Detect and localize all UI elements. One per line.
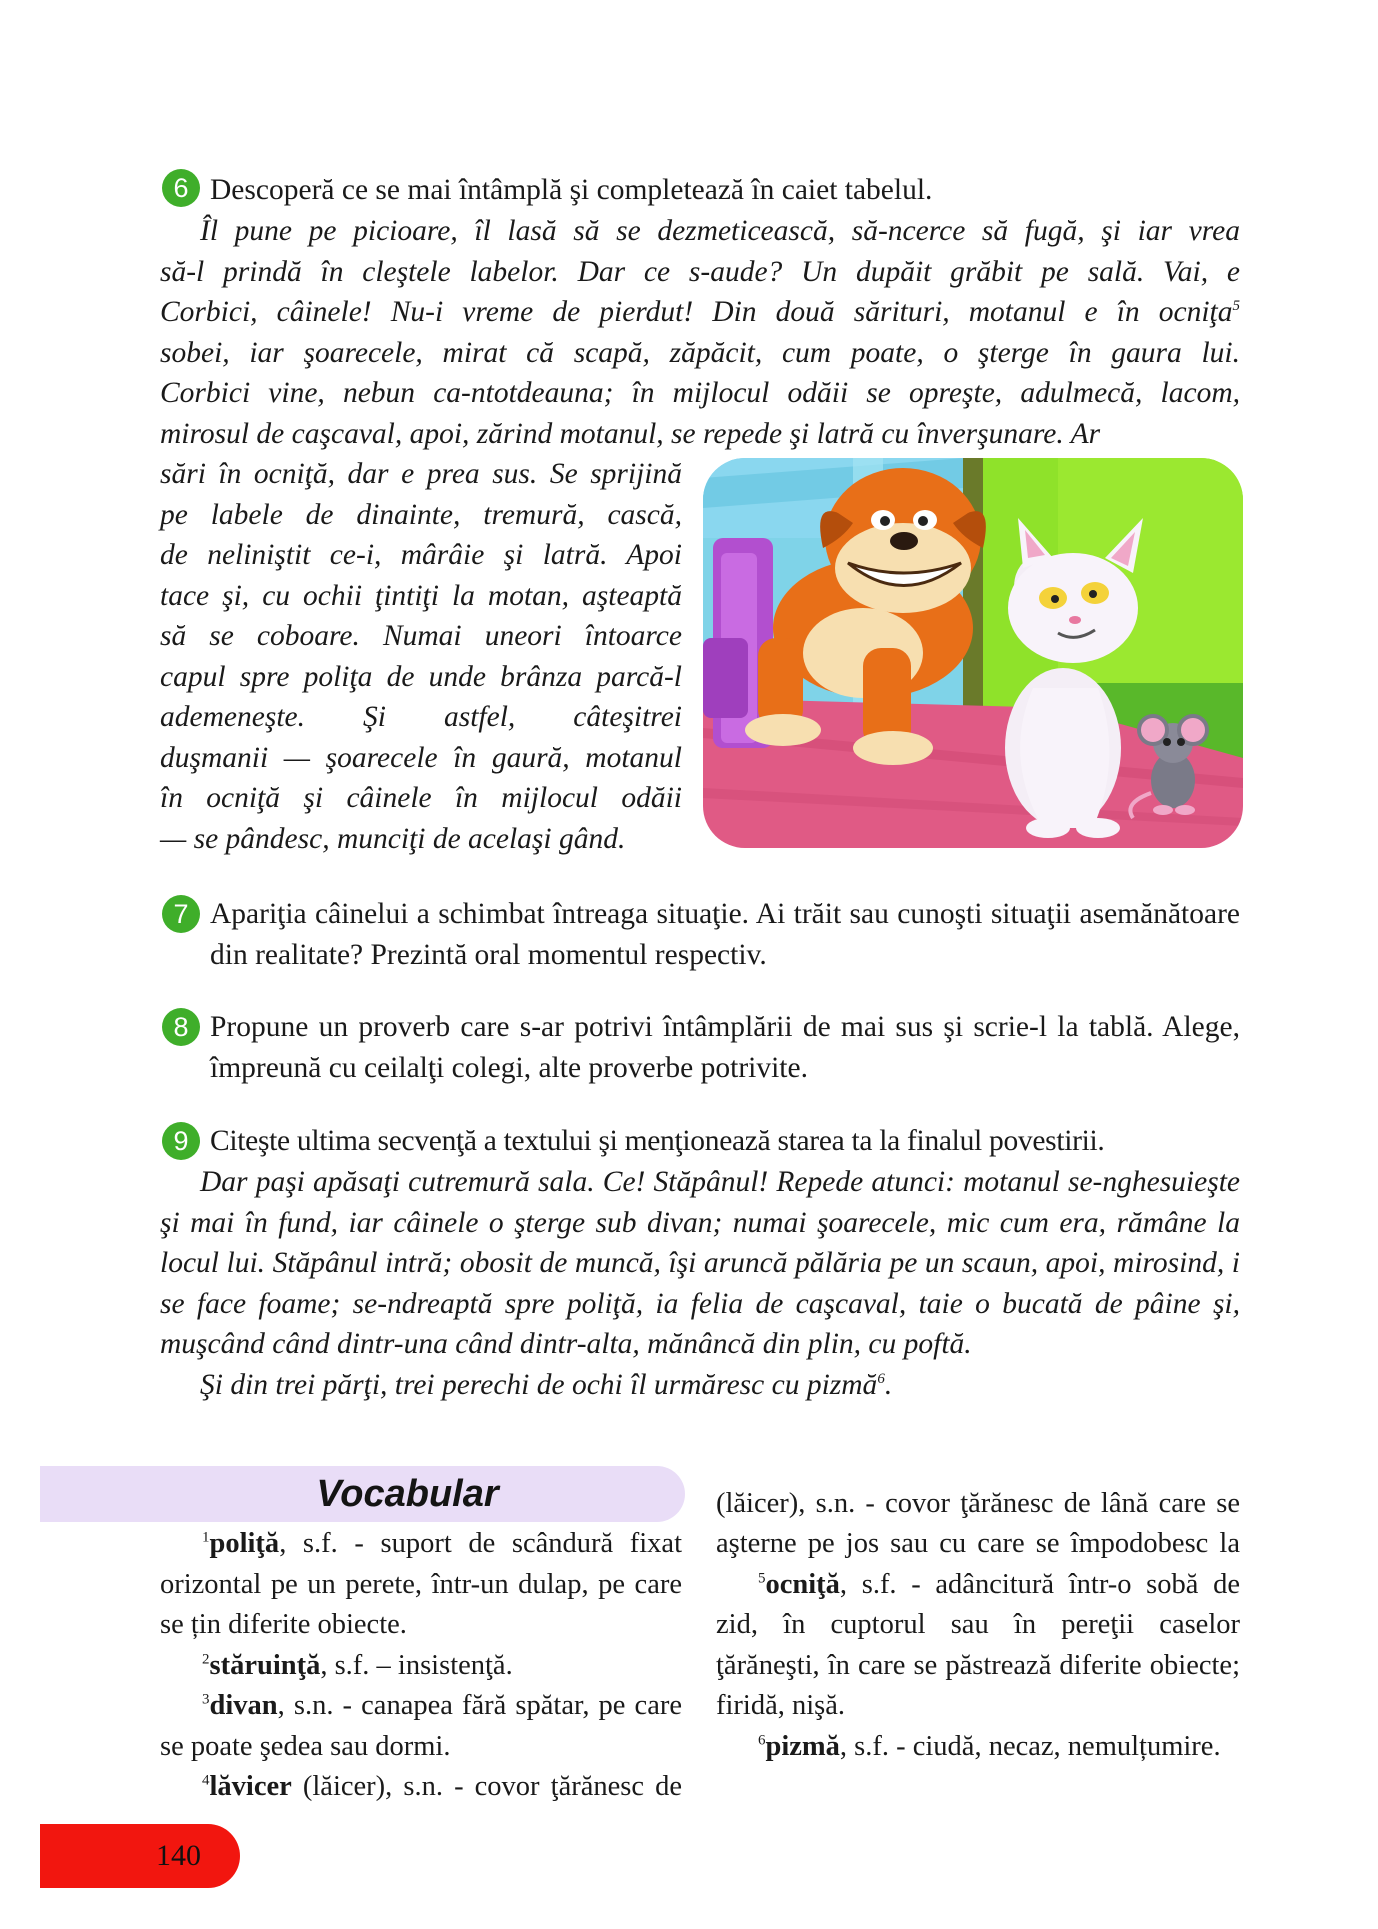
story-line: în ocniţă şi câinele în mijlocul odăii [160,782,682,814]
story-line-with-ref: Corbici, câinele! Nu-i vreme de pierdut! Din două sărituri, motanul e în ocniţa$^5$ [160,296,1240,328]
footnote-ref: 5 [1232,298,1240,315]
story-line: tace şi, cu ochii ţintiţi la motan, aşteaptă [160,579,682,612]
story-line: sobei, iar şoarecele, mirat că scapă, zăpăcit, cum poate, o şterge în gaura lui. [160,336,1240,369]
task6-story-narrow [160,454,682,859]
vocabulary-column-right [716,1487,1240,1767]
vocabulary-title: Vocabular [316,1473,499,1515]
task9-story [160,1162,1240,1405]
task-number-6: 6 [162,169,200,207]
vocab-entry: $^3$divan, s.n. - canapea fără spătar, pe care se poate şedea sau dormi. [160,1690,682,1762]
task-number-9: 9 [162,1122,200,1160]
task9-paragraph: Dar paşi apăsaţi cutremură sala. Ce! Stăpânul! Repede atunci: motanul se-nghesuieşte şi mai în fund, iar câinele o şterge sub divan; numai şoarecele, mic cum era, rămâne la locul lui. Stăpânul intră; obosit de muncă, îşi aruncă pălăria pe un scaun, apoi, mirosind, i se face foame; se-ndreaptă spre poliţă, ia felia de caşcaval, taie o bucată de pâine şi, muşcând când dintr-una când dintr-alta, mănâncă din plin, cu poftă. [160,1166,1240,1360]
page-number: 140 [156,1839,201,1872]
story-line: Corbici vine, nebun ca-ntotdeauna; în mijlocul odăii se opreşte, adulmecă, lacom, [160,377,1240,409]
story-line: capul spre poliţa de unde brânza parcă-l [160,660,682,693]
vocab-entry-continued: (lăicer), s.n. - covor ţărănesc de lână care se aşterne pe jos sau cu care se împodobesc la [716,1487,1240,1559]
story-line: pe labele de dinainte, tremură, cască, [160,498,682,531]
page-number-tab [40,1824,240,1888]
vocab-entry: $^6$pizmă, s.f. - ciudă, necaz, nemulțumire. [758,1730,1221,1762]
story-line: sări în ocniţă, dar e prea sus. Se sprijină [160,458,682,490]
task-number-8: 8 [162,1008,200,1046]
story-line: de neliniştit ce-i, mârâie şi latră. Apoi [160,539,682,571]
story-line: Îl pune pe picioare, îl lasă să se dezmeticească, să-ncerce să fugă, şi iar vrea [200,215,1240,247]
story-line: să se coboare. Numai uneori întoarce [160,620,682,652]
story-line: duşmanii — şoarecele în gaură, motanul [160,741,682,774]
task7-text: Apariţia câinelui a schimbat întreaga situaţie. Ai trăit sau cunoşti situaţii asemănătoare din realitate? Prezintă oral momentul respectiv. [210,898,1240,971]
task6-story-full [160,211,1240,454]
vocab-entry: $^5$ocniţă, s.f. - adâncitură într-o sobă de zid, în cuptorul sau în pereţii caselor ţărăneşti, în care se păstrează diferite obiecte; firidă, nişă. [716,1568,1240,1721]
task9-instruction: Citeşte ultima secvenţă a textului şi menţionează starea ta la finalul povestirii. [210,1125,1105,1157]
story-line: — se pândesc, munciţi de acelaşi gând. [160,822,626,855]
vocab-entry: $^1$poliţă, s.f. - suport de scândură fixat orizontal pe un perete, într-un dulap, pe care se țin diferite obiecte. [160,1528,682,1640]
story-line: ademeneşte. Şi astfel, câteşitrei [160,701,682,733]
task-number-7: 7 [162,895,200,933]
task6-instruction: Descoperă ce se mai întâmplă şi completează în caiet tabelul. [210,174,933,206]
task8-text: Propune un proverb care s-ar potrivi întâmplării de mai sus şi scrie-l la tablă. Alege, împreună cu ceilalţi colegi, alte proverbe potrivite. [210,1011,1240,1084]
cartoon-dog-cat-mouse-illustration [703,458,1243,848]
vocabulary-column-left [160,1524,682,1807]
vocab-entry-split: $^4$lăvicer (lăicer), s.n. - covor ţărănesc de [202,1771,682,1802]
vocab-entry: $^2$stăruinţă, s.f. – insistenţă. [202,1649,513,1681]
footnote-ref: 6 [877,1370,885,1387]
story-line: să-l prindă în cleştele labelor. Dar ce s-aude? Un dupăit grăbit pe sală. Vai, e [160,255,1240,288]
task9-last-line: Şi din trei părţi, trei perechi de ochi îl urmăresc cu pizmă$^6$. [200,1368,893,1401]
story-line: mirosul de caşcaval, apoi, zărind motanul, se repede şi latră cu înverşunare. Ar [160,417,1101,450]
